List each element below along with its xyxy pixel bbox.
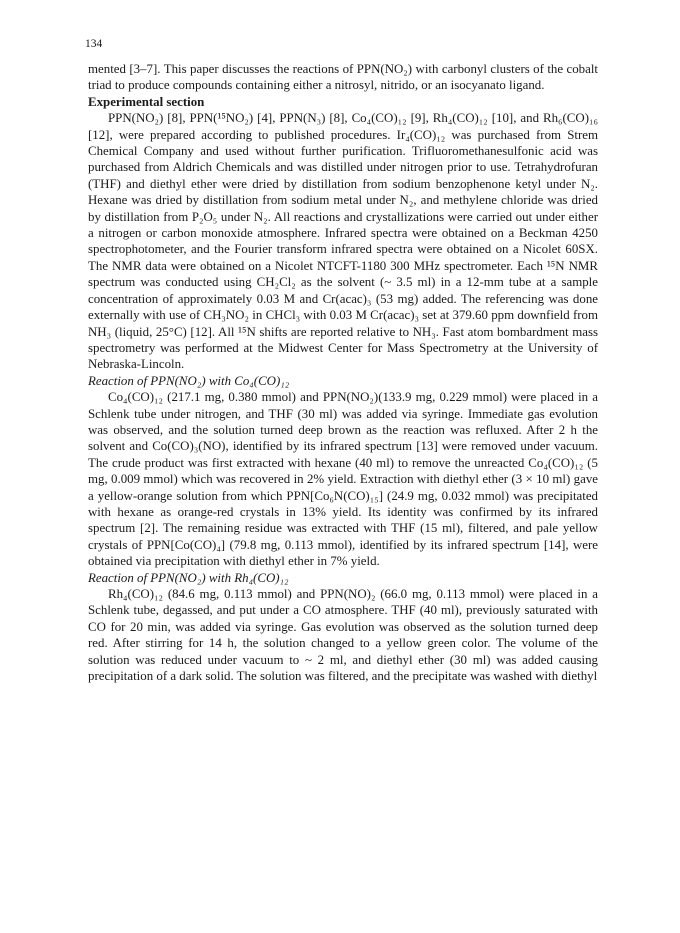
reaction-rh-heading: Reaction of PPN(NO₂) with Rh₄(CO)₁₂ [88, 570, 289, 585]
reaction-co-paragraph: Co₄(CO)₁₂ (217.1 mg, 0.380 mmol) and PPN(NO₂)(133.9 mg, 0.229 mmol) were placed in a Schlenk tube under nitrogen, and THF (30 ml) was added via syringe. Immediate gas evolution was observed, and the solution turned deep brown as the reaction was refluxed. After 2 h the solvent and Co(CO)₃(NO), identified by its infrared spectrum [13] were removed under vacuum. The crude product was first extracted with hexane (40 ml) to remove the unreacted Co₄(CO)₁₂ (5 mg, 0.009 mmol) which was recovered in 2% yield. Extraction with diethyl ether (3 × 10 ml) gave a yellow-orange solution from which PPN[Co₆N(CO)₁₅] (24.9 mg, 0.032 mmol) was precipitated with hexane as orange-red crystals in 13% yield. Its identity was confirmed by its infrared spectrum [2]. The remaining residue was extracted with THF (15 ml), filtered, and pale yellow crystals of PPN[Co(CO)₄] (79.8 mg, 0.113 mmol), identified by its infrared spectrum [14], were obtained via precipitation with diethyl ether in 7% yield. [88, 390, 598, 569]
experimental-paragraph: PPN(NO₂) [8], PPN(¹⁵NO₂) [4], PPN(N₃) [8], Co₄(CO)₁₂ [9], Rh₄(CO)₁₂ [10], and Rh₆(CO)₁₆ [12], were prepared according to published procedures. Ir₄(CO)₁₂ was purchased from Strem Chemical Company and used without further purification. Trifluoromethanesulfonic acid was purchased from Aldrich Chemicals and was distilled under nitrogen prior to use. Tetrahydrofuran (THF) and diethyl ether were dried by distillation from sodium benzophenone ketyl under N₂. Hexane was dried by distillation from sodium metal under N₂, and methylene chloride was dried by distillation from P₂O₅ under N₂. All reactions and crystallizations were carried out under either a nitrogen or carbon monoxide atmosphere. Infrared spectra were obtained on a Beckman 4250 spectrophotometer, and the Fourier transform infrared spectra were obtained on a Nicolet 60SX. The NMR data were obtained on a Nicolet NTCFT-1180 300 MHz spectrometer. Each ¹⁵N NMR spectrum was conducted using CH₂Cl₂ as the solvent (~ 3.5 ml) in a 12-mm tube at a sample concentration of approximately 0.03 M and Cr(acac)₃ (53 mg) added. The referencing was done externally with use of CH₃NO₂ in CHCl₃ with 0.03 M Cr(acac)₃ set at 379.60 ppm downfield from NH₃ (liquid, 25°C) [12]. All ¹⁵N shifts are reported relative to NH₃. Fast atom bombardment mass spectrometry was performed at the Midwest Center for Mass Spectrometry at the University of Nebraska-Lincoln. [88, 111, 598, 372]
experimental-heading: Experimental section [88, 94, 205, 109]
article-body [88, 61, 598, 684]
reaction-co-heading: Reaction of PPN(NO₂) with Co₄(CO)₁₂ [88, 373, 290, 388]
intro-paragraph: mented [3–7]. This paper discusses the reactions of PPN(NO₂) with carbonyl clusters of the cobalt triad to produce compounds containing either a nitrosyl, nitrido, or an isocyanato ligand. [88, 62, 598, 93]
page-number: 134 [85, 38, 103, 50]
reaction-rh-paragraph: Rh₄(CO)₁₂ (84.6 mg, 0.113 mmol) and PPN(NO)₂ (66.0 mg, 0.113 mmol) were placed in a Schlenk tube, degassed, and put under a CO atmosphere. THF (40 ml), previously saturated with CO for 20 min, was added via syringe. Gas evolution was observed as the solution turned deep red. After stirring for 14 h, the solution changed to a yellow green color. The volume of the solution was reduced under vacuum to ~ 2 ml, and diethyl ether (30 ml) was added causing precipitation of a dark solid. The solution was filtered, and the precipitate was washed with diethyl [88, 587, 598, 684]
